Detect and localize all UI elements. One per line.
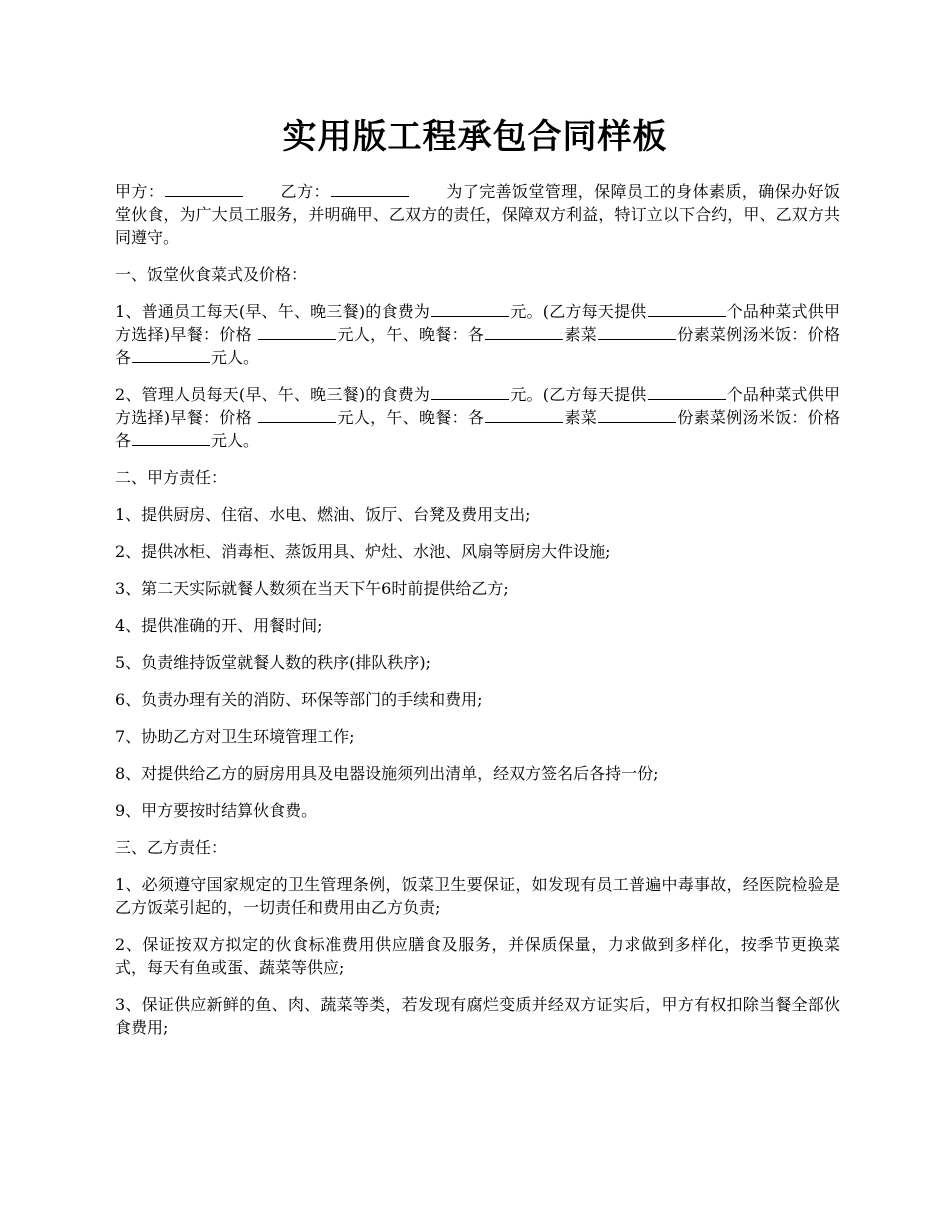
section3-item: 2、保证按双方拟定的伙食标准费用供应膳食及服务，并保质保量，力求做到多样化，按季节更换菜式，每天有鱼或蛋、蔬菜等供应; (115, 935, 840, 977)
fill-blank (598, 406, 676, 423)
intro-text: 为了完善饭堂管理，保障员工的身体素质，确保办好饭堂伙食，为广大员工服务，并明确甲、乙双方的责任，保障双方利益，特订立以下合约，甲、乙双方共同遵守。 (115, 182, 840, 247)
party-a-blank (165, 180, 243, 197)
section2-item: 3、第二天实际就餐人数须在当天下午6时前提供给乙方; (115, 579, 509, 598)
party-b-blank (331, 180, 409, 197)
intro-paragraph (115, 180, 840, 249)
section2-item: 4、提供准确的开、用餐时间; (115, 616, 323, 635)
section2-heading: 二、甲方责任： (115, 468, 228, 487)
fill-blank (598, 323, 676, 340)
fill-blank (431, 300, 509, 317)
fill-blank (132, 346, 210, 363)
fill-blank (431, 383, 509, 400)
section3-item: 1、必须遵守国家规定的卫生管理条例，饭菜卫生要保证，如发现有员工普遍中毒事故，经医院检验是乙方饭菜引起的，一切责任和费用由乙方负责; (115, 875, 840, 917)
section2-item: 2、提供冰柜、消毒柜、蒸饭用具、炉灶、水池、风扇等厨房大件设施; (115, 542, 611, 561)
fill-blank (132, 429, 210, 446)
fill-blank (485, 323, 563, 340)
section2-item: 7、协助乙方对卫生环境管理工作; (115, 727, 355, 746)
document-title: 实用版工程承包合同样板 (282, 117, 668, 157)
section3-heading: 三、乙方责任： (115, 838, 228, 857)
fill-blank (258, 406, 336, 423)
section2-item: 9、甲方要按时结算伙食费。 (115, 801, 318, 820)
fill-blank (648, 300, 726, 317)
party-a-label: 甲方： (115, 182, 165, 201)
section2-item: 5、负责维持饭堂就餐人数的秩序(排队秩序); (115, 653, 432, 672)
section2-item: 1、提供厨房、住宿、水电、燃油、饭厅、台凳及费用支出; (115, 505, 531, 524)
section2-item: 6、负责办理有关的消防、环保等部门的手续和费用; (115, 690, 483, 709)
fill-blank (258, 323, 336, 340)
section1-item2: 2、管理人员每天(早、午、晚三餐)的食费为 元。(乙方每天提供 个品种菜式供甲方选择)早餐：价格 元人，午、晚餐：各 素菜 份素菜例汤米饭：价格各 元人。 (115, 385, 840, 450)
section1-item1: 1、普通员工每天(早、午、晚三餐)的食费为 元。(乙方每天提供 个品种菜式供甲方选择)早餐：价格 元人，午、晚餐：各 素菜 份素菜例汤米饭：价格各 元人。 (115, 302, 840, 367)
section2-item: 8、对提供给乙方的厨房用具及电器设施须列出清单，经双方签名后各持一份; (115, 764, 659, 783)
party-b-label: 乙方： (280, 182, 330, 201)
document-body (115, 180, 840, 1053)
section3-item: 3、保证供应新鲜的鱼、肉、蔬菜等类，若发现有腐烂变质并经双方证实后，甲方有权扣除当餐全部伙食费用; (115, 995, 840, 1037)
section1-heading: 一、饭堂伙食菜式及价格： (115, 265, 308, 284)
fill-blank (485, 406, 563, 423)
fill-blank (648, 383, 726, 400)
